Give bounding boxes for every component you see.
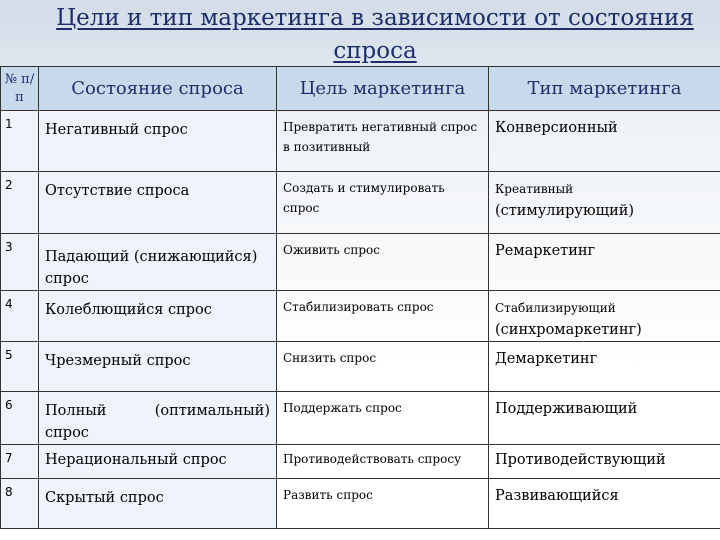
row-type xyxy=(489,342,720,392)
table-row xyxy=(1,445,720,479)
row-goal: Оживить спрос xyxy=(277,234,489,291)
row-type-main: Конверсионный xyxy=(495,120,618,136)
row-num: 8 xyxy=(1,479,39,529)
row-type-sub: (синхромаркетинг) xyxy=(495,322,642,338)
row-state: Падающий (снижающийся) спрос xyxy=(39,234,277,291)
marketing-table-container xyxy=(0,66,720,529)
row-num: 4 xyxy=(1,291,39,342)
row-type-main: Поддерживающий xyxy=(495,401,638,417)
row-goal: Превратить негативный спрос в позитивный xyxy=(277,111,489,172)
row-type-main: Развивающийся xyxy=(495,488,619,504)
table-row xyxy=(1,342,720,392)
table-row xyxy=(1,111,720,172)
row-type xyxy=(489,479,720,529)
row-type-main: Креативный xyxy=(495,182,574,196)
row-num: 1 xyxy=(1,111,39,172)
table-row xyxy=(1,172,720,234)
row-type xyxy=(489,234,720,291)
row-num: 6 xyxy=(1,392,39,445)
row-goal: Противодействовать спросу xyxy=(277,445,489,479)
header-state: Состояние спроса xyxy=(39,67,277,111)
header-num: № п/п xyxy=(1,67,39,111)
row-type xyxy=(489,445,720,479)
row-type-main: Противодействующий xyxy=(495,452,666,468)
row-state: Полный (оптимальный) спрос xyxy=(39,392,277,445)
row-type-main: Ремаркетинг xyxy=(495,243,596,259)
row-state: Негативный спрос xyxy=(39,111,277,172)
table-row xyxy=(1,234,720,291)
header-type: Тип маркетинга xyxy=(489,67,720,111)
row-type-sub: (стимулирующий) xyxy=(495,203,635,219)
row-goal: Развить спрос xyxy=(277,479,489,529)
row-state: Чрезмерный спрос xyxy=(39,342,277,392)
table-row xyxy=(1,479,720,529)
row-state: Нерациональный спрос xyxy=(39,445,277,479)
row-num: 7 xyxy=(1,445,39,479)
page-title: Цели и тип маркетинга в зависимости от состояния спроса xyxy=(56,5,694,64)
header-goal: Цель маркетинга xyxy=(277,67,489,111)
table-row xyxy=(1,291,720,342)
row-state: Отсутствие спроса xyxy=(39,172,277,234)
row-type xyxy=(489,392,720,445)
row-state: Скрытый спрос xyxy=(39,479,277,529)
row-state: Колеблющийся спрос xyxy=(39,291,277,342)
row-num: 2 xyxy=(1,172,39,234)
row-type-main: Демаркетинг xyxy=(495,351,598,367)
row-goal: Создать и стимулировать спрос xyxy=(277,172,489,234)
row-type xyxy=(489,291,720,342)
row-num: 3 xyxy=(1,234,39,291)
row-type-main: Стабилизирующий xyxy=(495,301,616,315)
table-header-row xyxy=(1,67,720,111)
row-type xyxy=(489,172,720,234)
row-num: 5 xyxy=(1,342,39,392)
row-type xyxy=(489,111,720,172)
row-goal: Снизить спрос xyxy=(277,342,489,392)
row-goal: Поддержать спрос xyxy=(277,392,489,445)
row-goal: Стабилизировать спрос xyxy=(277,291,489,342)
table-row xyxy=(1,392,720,445)
marketing-table xyxy=(0,66,720,529)
